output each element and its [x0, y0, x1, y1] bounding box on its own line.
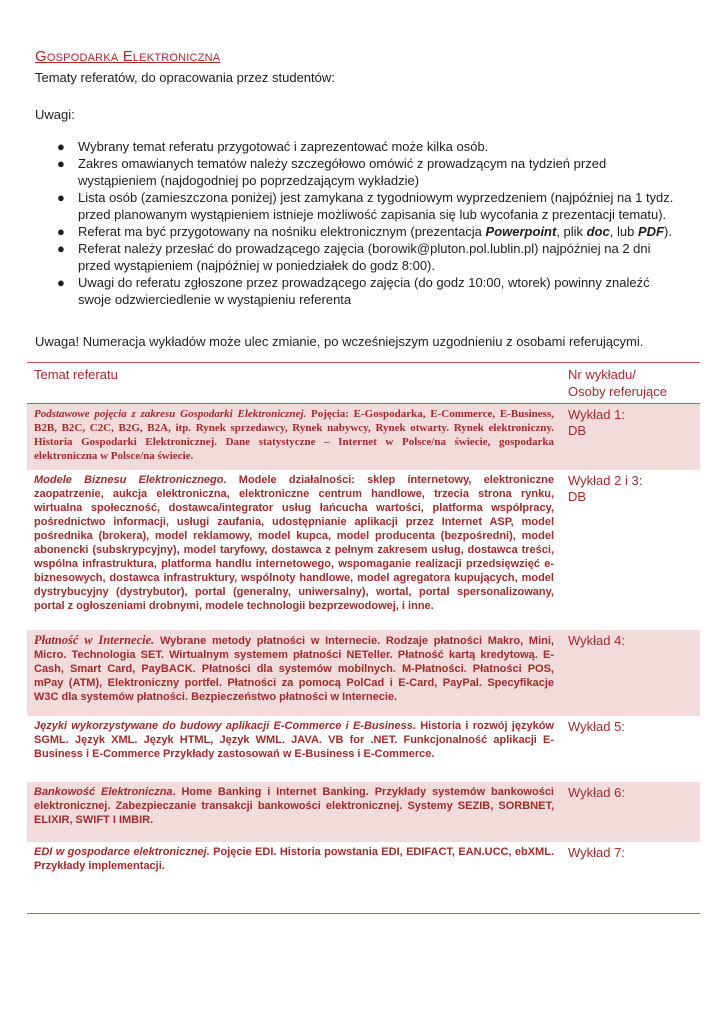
notes-label: Uwagi: [35, 107, 75, 122]
bullet-icon: ● [57, 224, 65, 239]
presenter: DB [568, 488, 587, 504]
lecture-cell: Wykład 6: [561, 782, 700, 842]
table-row [27, 716, 700, 782]
bullet-icon: ● [57, 139, 65, 154]
column-header-lecture: Nr wykładu/ Osoby referujące [561, 363, 700, 404]
topic-body: Historia i rozwój języków SGML. Język XML. Język HTML, Język WML. JAVA. VB for .NET. Funkcjonalność aplikacji E-Business i E-Commerce Przykłady zastosowań w E-Business i E-Commerce. [34, 719, 554, 760]
list-item: ● Zakres omawianych tematów należy szczegółowo omówić z prowadzącym na tydzień przed wystąpieniem (najdogodniej po poprzedzającym wykładzie) [57, 156, 607, 188]
topic-body: Modele działalności: sklep internetowy, elektroniczne zaopatrzenie, aukcja elektroniczna, elektroniczne centrum handlowe, trzecia strona rynku, wirtualna społeczność, dostawca/integrator usług łańcucha wartości, platforma współpracy, pośrednictwo informacji, usługi zaufania, udostępnianie aplikacji przez Internet ASP, model pośrednika (brokera), model reklamowy, model kupca, model producenta (bezpośredni), model abonencki (subskrypcyjny), model taryfowy, dostawca z pełnym zakresem usług, dostawca treści, wspólna infrastruktura, platforma handlu internetowego, wspomaganie realizacji przedsięwzięć e-biznesowych, dostawca infrastruktury, wspólnoty handlowe, model agregatora kupujących, model dystrybucyjny (dystrybutor), portal (generalny, uniwersalny), wortal, portal spersonalizowany, portal z ogłoszeniami drobnymi, modele technologii bezprzewodowej, i inne. [34, 473, 554, 612]
lecture-cell: Wykład 1: DB [561, 404, 700, 470]
table-row [27, 630, 700, 716]
numbering-notice: Uwaga! Numeracja wykładów może ulec zmianie, po wcześniejszym uzgodnieniu z osobami referującymi. [35, 334, 644, 349]
bullet-icon: ● [57, 190, 65, 205]
powerpoint-format: Powerpoint [485, 224, 557, 239]
topic-cell [27, 716, 561, 782]
column-header-topic: Temat referatu [27, 363, 561, 404]
bullet-icon: ● [57, 241, 65, 256]
pdf-format: PDF [637, 224, 664, 239]
list-item: ● Referat należy przesłać do prowadzącego zajęcia (borowik@pluton.pol.lublin.pl) najpóźniej na 2 dni przed wystąpieniem (najpóźniej w poniedziałek do godz 8:00). [57, 241, 651, 273]
topic-lead: Języki wykorzystywane do budowy aplikacji E-Commerce i E-Business. [34, 719, 416, 732]
doc-format: doc [586, 224, 610, 239]
lecture-cell: Wykład 7: [561, 842, 700, 904]
lecture-cell: Wykład 2 i 3: DB [561, 470, 700, 630]
topic-lead: Modele Biznesu Elektronicznego. [34, 473, 227, 486]
topic-cell [27, 630, 561, 716]
topics-table [27, 362, 700, 914]
list-item: ● Uwagi do referatu zgłoszone przez prowadzącego zajęcia (do godz 10:00, wtorek) powinny znaleźć swoje odzwierciedlenie w wystąpieniu referenta [57, 275, 650, 307]
table-row [27, 404, 700, 470]
table-bottom-rule [27, 904, 700, 914]
topic-body: Pojęcie EDI. Historia powstania EDI, EDIFACT, EAN.UCC, ebXML. Przykłady implementacji. [34, 845, 554, 872]
table-row [27, 470, 700, 630]
topic-cell [27, 842, 561, 904]
document-title: Gospodarka Elektroniczna [35, 48, 221, 65]
topic-lead: Płatność w Internecie. [34, 632, 155, 647]
topic-cell [27, 470, 561, 630]
topic-cell [27, 404, 561, 470]
document-subtitle: Tematy referatów, do opracowania przez studentów: [35, 70, 335, 85]
notes-list [35, 138, 710, 308]
topic-lead: Bankowość Elektroniczna [34, 785, 173, 798]
topic-lead: EDI w gospodarce elektronicznej. [34, 845, 210, 858]
lecture-cell: Wykład 4: [561, 630, 700, 716]
bullet-icon: ● [57, 156, 65, 171]
table-header [27, 363, 700, 404]
topic-body: Wybrane metody płatności w Internecie. Rodzaje płatności Makro, Mini, Micro. Technologia SET. Wirtualnym systemem płatności NETeller. Płatność kartą kredytową. E-Cash, Smart Card, PayBACK. Płatności dla systemów mobilnych. M-Płatności. Płatności POS, mPay (ATM), Elektroniczny portfel. Płatności za pomocą PolCad i E-Card, PayPal. Specyfikacje W3C dla systemów płatności. Bezpieczeństwo płatności w Internecie. [34, 634, 554, 703]
lecture-cell: Wykład 5: [561, 716, 700, 782]
list-item: ● Lista osób (zamieszczona poniżej) jest zamykana z tygodniowym wyprzedzeniem (najpóźniej na 1 tydz. przed planowanym wystąpieniem istnieje możliwość zapisania się lub wycofania z prezentacji tematu). [57, 190, 674, 222]
topic-body: . Home Banking i Internet Banking. Przykłady systemów bankowości elektronicznej. Zabezpieczanie transakcji bankowości elektronicznej. Systemy SEZIB, SORBNET, ELIXIR, SWIFT I IMBIR. [34, 785, 554, 826]
topic-cell [27, 782, 561, 842]
table-row [27, 782, 700, 842]
topic-lead: Podstawowe pojęcia z zakresu Gospodarki Elektronicznej. [34, 408, 307, 420]
table-row [27, 842, 700, 904]
topic-body: Pojęcia: E-Gospodarka, E-Commerce, E-Business, B2B, B2C, C2C, B2G, B2A, itp. Rynek sprzedawcy, Rynek nabywcy, Rynek otwarty. Rynek elektroniczny. Historia Gospodarki Elektronicznej. Dane statystyczne – Internet w Polsce/na świecie, gospodarka elektroniczna w Polsce/na świecie. [34, 408, 554, 462]
list-item: ● Referat ma być przygotowany na nośniku elektronicznym (prezentacja Powerpoint, plik doc, lub PDF). [57, 224, 672, 239]
bullet-icon: ● [57, 275, 65, 290]
list-item: ● Wybrany temat referatu przygotować i zaprezentować może kilka osób. [57, 139, 489, 154]
document-page [35, 48, 710, 350]
presenter: DB [568, 423, 587, 438]
